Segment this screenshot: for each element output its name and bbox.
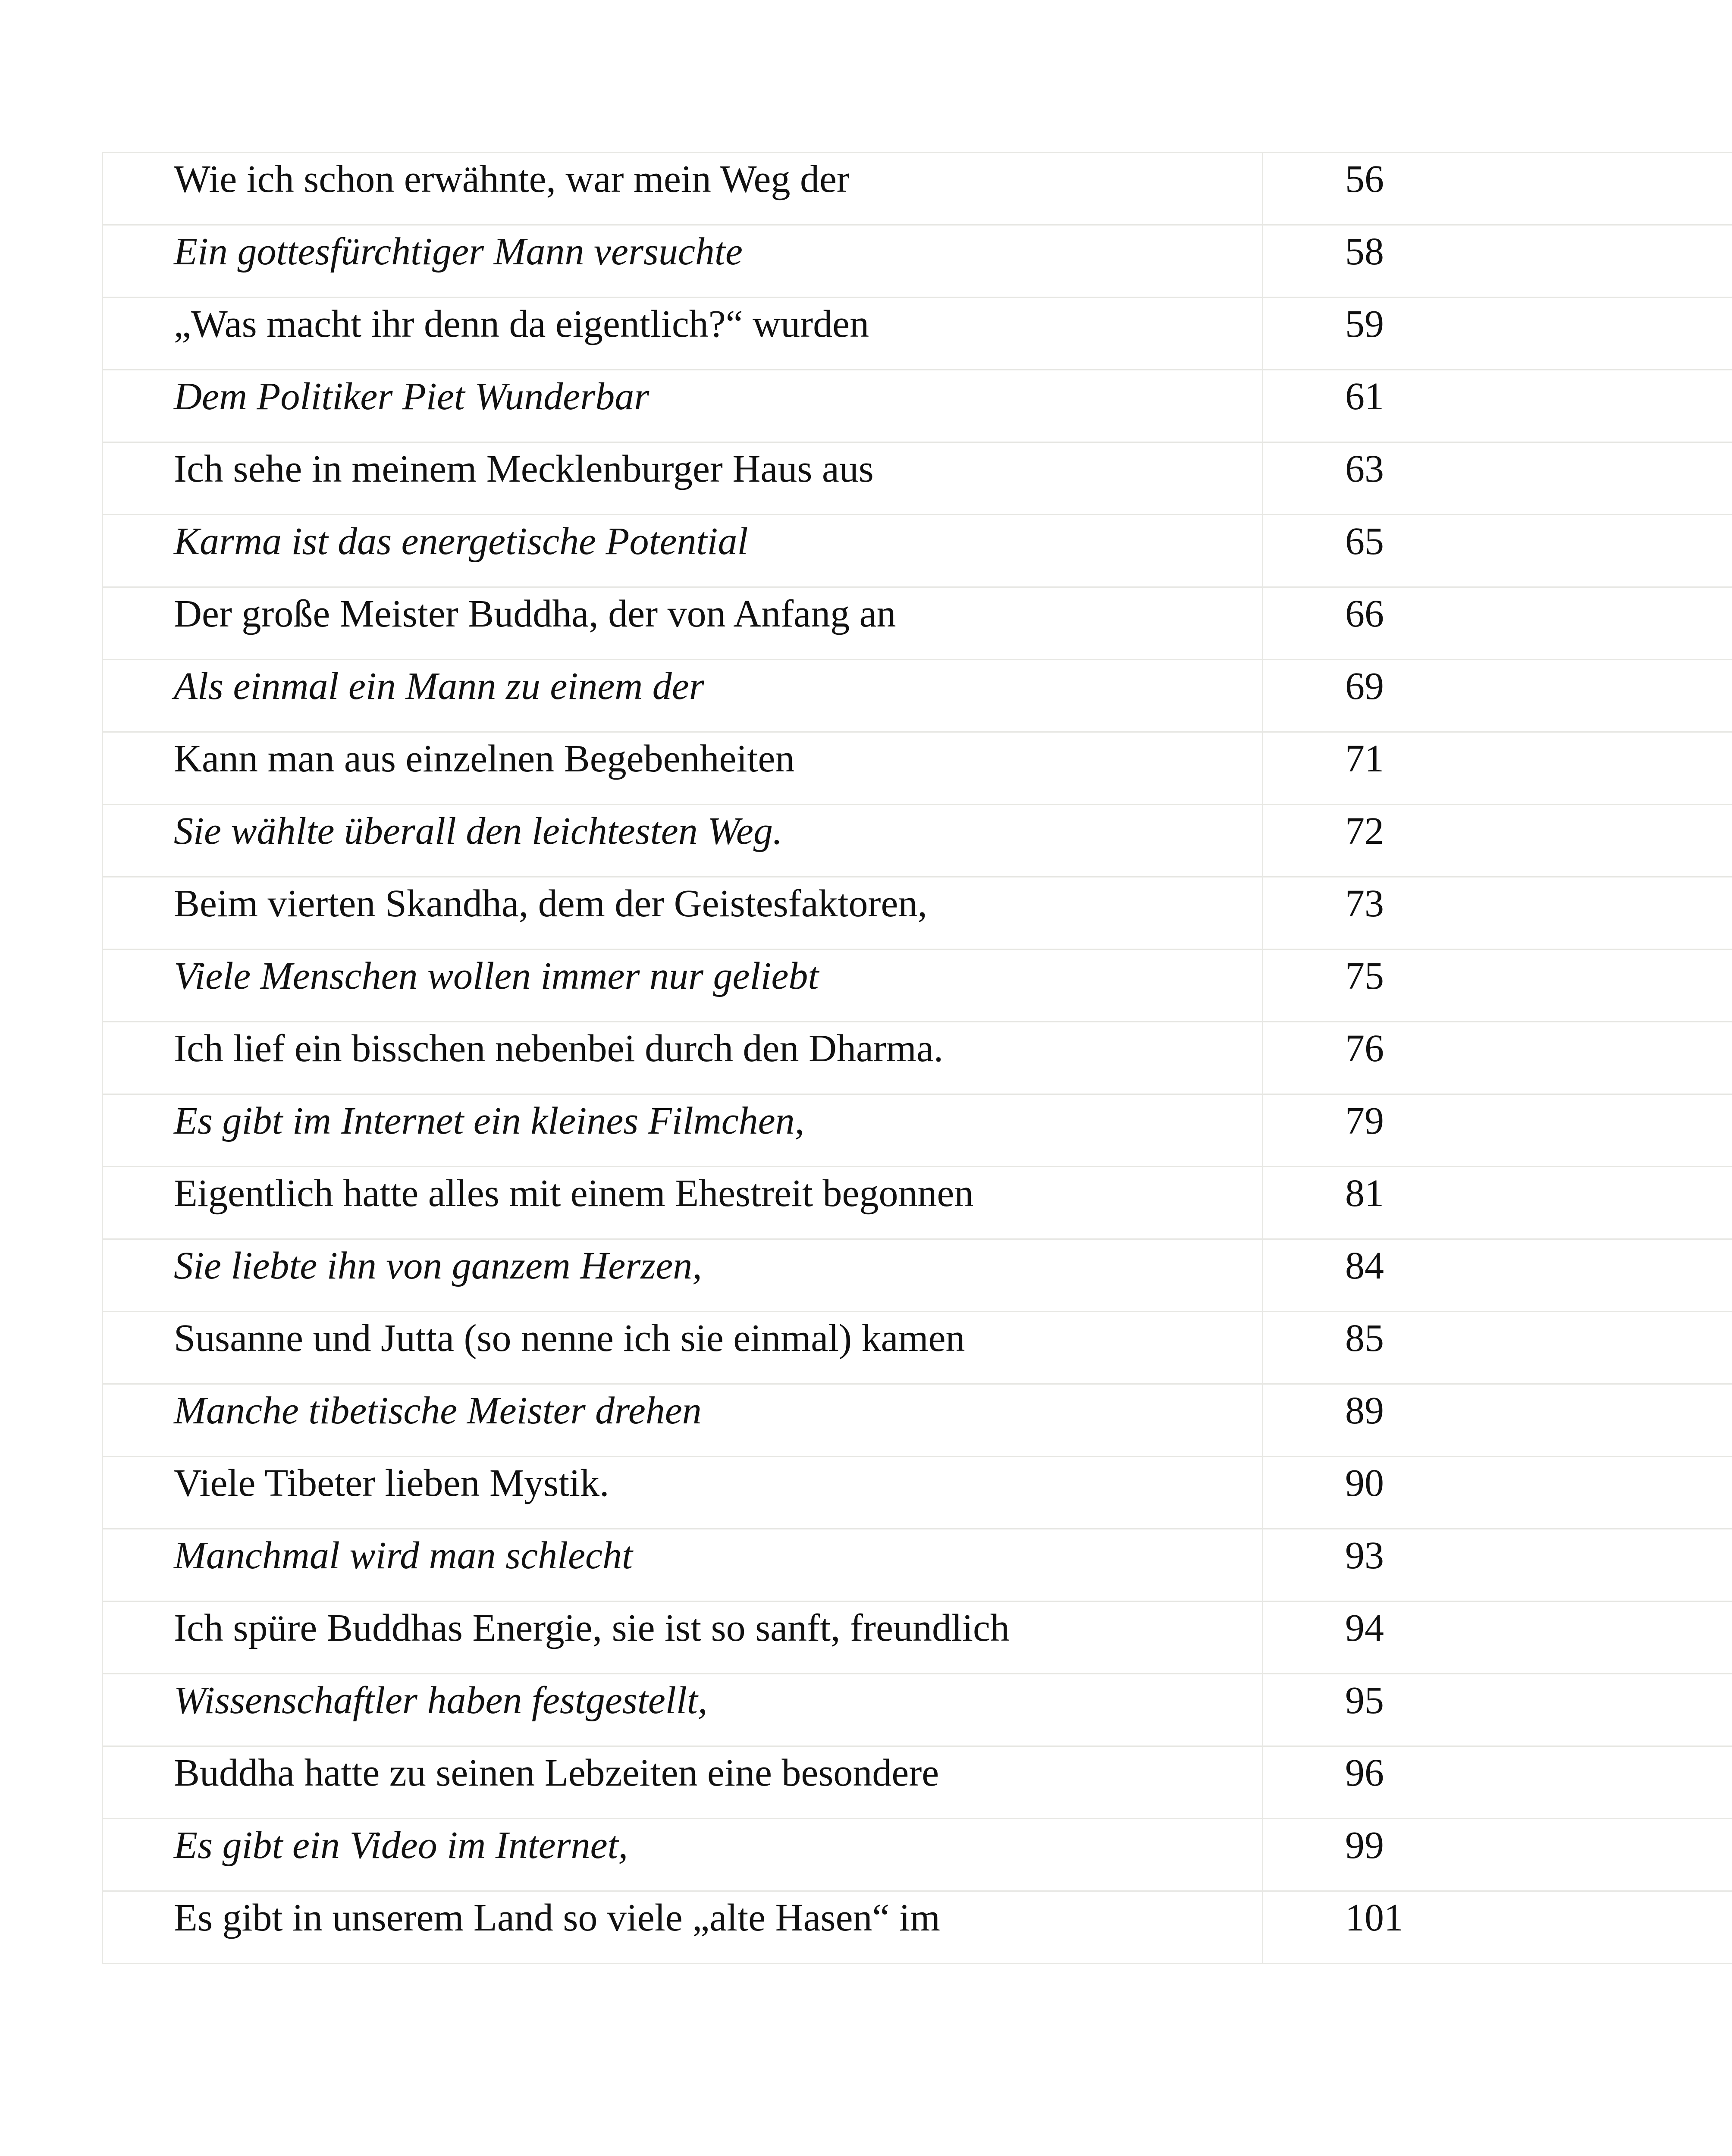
toc-entry-text: Sie liebte ihn von ganzem Herzen,: [103, 1239, 1263, 1312]
toc-entry-text: Wissenschaftler haben festgestellt,: [103, 1674, 1263, 1746]
toc-entry-text: Manchmal wird man schlecht: [103, 1529, 1263, 1601]
table-row: [103, 732, 1732, 805]
table-row: [103, 660, 1732, 732]
table-row: [103, 1457, 1732, 1529]
toc-page-number: 94: [1263, 1601, 1732, 1674]
toc-entry-text: Als einmal ein Mann zu einem der: [103, 660, 1263, 732]
toc-page-number: 79: [1263, 1094, 1732, 1167]
toc-entry-text: Kann man aus einzelnen Begebenheiten: [103, 732, 1263, 805]
table-row: [103, 1022, 1732, 1094]
toc-entry-text: Es gibt ein Video im Internet,: [103, 1819, 1263, 1891]
toc-page-number: 61: [1263, 370, 1732, 442]
toc-entry-text: Karma ist das energetische Potential: [103, 515, 1263, 587]
table-row: [103, 153, 1732, 225]
toc-page-number: 76: [1263, 1022, 1732, 1094]
toc-entry-text: Ich lief ein bisschen nebenbei durch den Dharma.: [103, 1022, 1263, 1094]
toc-page-number: 81: [1263, 1167, 1732, 1239]
toc-page-number: 90: [1263, 1457, 1732, 1529]
toc-entry-text: Es gibt im Internet ein kleines Filmchen,: [103, 1094, 1263, 1167]
table-row: [103, 1819, 1732, 1891]
toc-page-number: 95: [1263, 1674, 1732, 1746]
toc-entry-text: Buddha hatte zu seinen Lebzeiten eine besondere: [103, 1746, 1263, 1819]
table-row: [103, 587, 1732, 660]
table-row: [103, 805, 1732, 877]
table-row: [103, 1601, 1732, 1674]
toc-entry-text: Sie wählte überall den leichtesten Weg.: [103, 805, 1263, 877]
toc-entry-text: Dem Politiker Piet Wunderbar: [103, 370, 1263, 442]
table-row: [103, 1529, 1732, 1601]
toc-entry-text: Susanne und Jutta (so nenne ich sie einmal) kamen: [103, 1312, 1263, 1384]
toc-entry-text: Viele Tibeter lieben Mystik.: [103, 1457, 1263, 1529]
table-row: [103, 298, 1732, 370]
toc-page-number: 56: [1263, 153, 1732, 225]
table-row: [103, 370, 1732, 442]
toc-page-number: 71: [1263, 732, 1732, 805]
toc-page-number: 72: [1263, 805, 1732, 877]
table-row: [103, 1167, 1732, 1239]
table-row: [103, 1094, 1732, 1167]
toc-page-number: 66: [1263, 587, 1732, 660]
toc-page-number: 59: [1263, 298, 1732, 370]
toc-page-number: 101: [1263, 1891, 1732, 1964]
table-row: [103, 1384, 1732, 1457]
toc-entry-text: Es gibt in unserem Land so viele „alte Hasen“ im: [103, 1891, 1263, 1964]
toc-page-number: 75: [1263, 950, 1732, 1022]
toc-entry-text: Ich spüre Buddhas Energie, sie ist so sanft, freundlich: [103, 1601, 1263, 1674]
toc-entry-text: Ich sehe in meinem Mecklenburger Haus aus: [103, 442, 1263, 515]
toc-page-number: 63: [1263, 442, 1732, 515]
table-row: [103, 950, 1732, 1022]
toc-entry-text: Ein gottesfürchtiger Mann versuchte: [103, 225, 1263, 298]
table-row: [103, 442, 1732, 515]
toc-entry-text: Der große Meister Buddha, der von Anfang an: [103, 587, 1263, 660]
toc-page-number: 65: [1263, 515, 1732, 587]
table-row: [103, 877, 1732, 950]
toc-page-number: 69: [1263, 660, 1732, 732]
table-row: [103, 1746, 1732, 1819]
toc-entry-text: Viele Menschen wollen immer nur geliebt: [103, 950, 1263, 1022]
table-row: [103, 515, 1732, 587]
toc-body: [103, 153, 1732, 1964]
toc-page-number: 73: [1263, 877, 1732, 950]
toc-page-number: 85: [1263, 1312, 1732, 1384]
toc-page-number: 93: [1263, 1529, 1732, 1601]
table-row: [103, 1891, 1732, 1964]
toc-entry-text: Wie ich schon erwähnte, war mein Weg der: [103, 153, 1263, 225]
toc-page-number: 84: [1263, 1239, 1732, 1312]
toc-page-number: 58: [1263, 225, 1732, 298]
toc-entry-text: „Was macht ihr denn da eigentlich?“ wurden: [103, 298, 1263, 370]
toc-page-number: 96: [1263, 1746, 1732, 1819]
toc-entry-text: Beim vierten Skandha, dem der Geistesfaktoren,: [103, 877, 1263, 950]
table-row: [103, 1312, 1732, 1384]
table-row: [103, 1674, 1732, 1746]
table-row: [103, 225, 1732, 298]
toc-page-number: 89: [1263, 1384, 1732, 1457]
table-row: [103, 1239, 1732, 1312]
toc-entry-text: Eigentlich hatte alles mit einem Ehestreit begonnen: [103, 1167, 1263, 1239]
toc-page-number: 99: [1263, 1819, 1732, 1891]
table-of-contents: [102, 152, 1732, 1964]
toc-entry-text: Manche tibetische Meister drehen: [103, 1384, 1263, 1457]
